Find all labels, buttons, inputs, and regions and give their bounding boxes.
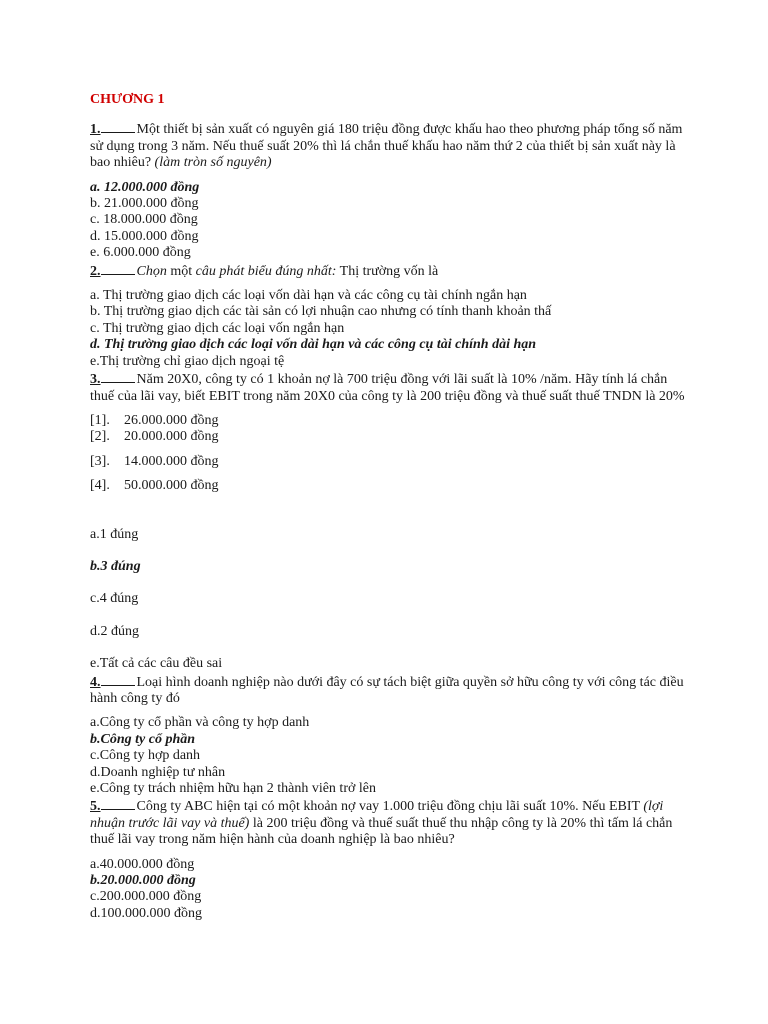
question-number: 5.: [90, 799, 101, 815]
chapter-title: CHƯƠNG 1: [90, 92, 165, 107]
option-c: c.Công ty hợp danh: [90, 748, 201, 764]
option-c: c. 18.000.000 đồng: [90, 212, 198, 228]
enum-number: [3].: [90, 453, 110, 469]
question-text: Thị trường vốn là: [336, 263, 439, 279]
question-lead: Chọn: [136, 263, 167, 279]
option-a: a. Thị trường giao dịch các loại vốn dài hạn và các công cụ tài chính ngắn hạn: [90, 288, 527, 304]
option-a: a. 12.000.000 đồng: [90, 179, 200, 195]
question-5: [90, 797, 690, 848]
enum-number: [2].: [90, 429, 110, 445]
option-b: b.Công ty cổ phần: [90, 731, 196, 747]
enum-item-4: [90, 478, 690, 494]
question-text: Công ty ABC hiện tại có một khoản nợ vay 1.000 triệu đồng chịu lãi suất 10%. Nếu EBIT: [136, 799, 644, 815]
question-note: (làm tròn số nguyên): [154, 155, 272, 171]
question-number: 1.: [90, 122, 101, 138]
enum-item-3: [90, 454, 690, 470]
option-a: a.1 đúng: [90, 526, 139, 542]
document-page: [90, 92, 690, 922]
option-a: a.Công ty cổ phần và công ty hợp danh: [90, 715, 310, 731]
answer-blank: [101, 120, 135, 133]
question-number: 3.: [90, 372, 101, 388]
question-number: 2.: [90, 263, 101, 279]
question-text: một: [166, 263, 196, 279]
question-emphasis: (lợi nhuận trước lãi vay và thuế): [90, 799, 664, 831]
option-c: c. Thị trường giao dịch các loại vốn ngắn hạn: [90, 320, 345, 336]
option-c: c.4 đúng: [90, 591, 139, 607]
enum-number: [4].: [90, 478, 110, 494]
enum-number: [1].: [90, 412, 110, 428]
question-1: [90, 120, 690, 171]
question-text: Năm 20X0, công ty có 1 khoản nợ là 700 triệu đồng với lãi suất là 10% /năm. Hãy tính lá chắn thuế của lãi vay, biết EBIT trong năm 20X0 của công ty là 200 triệu đồng và thuế suất thuế TNDN là 20%: [90, 372, 685, 404]
option-b: b.20.000.000 đồng: [90, 873, 196, 889]
option-e: e.Thị trường chỉ giao dịch ngoại tệ: [90, 353, 285, 369]
answer-blank: [101, 797, 135, 810]
question-text: Một thiết bị sản xuất có nguyên giá 180 triệu đồng được khấu hao theo phương pháp tổng số năm sử dụng trong 3 năm. Nếu thuế suất 20% thì lá chắn thuế khấu hao năm thứ 2 của thiết bị sản xuất này là bao nhiêu?: [90, 122, 683, 171]
question-text: là 200 triệu đồng và thuế suất thuế thu nhập công ty là 20% thì tấm lá chắn thuế lãi vay trong năm hiện hành của doanh nghiệp là bao nhiêu?: [90, 815, 673, 848]
enum-value: 26.000.000 đồng: [124, 412, 219, 428]
question-emphasis: câu phát biểu đúng nhất:: [195, 263, 337, 279]
option-b: b.3 đúng: [90, 558, 141, 574]
option-e: e.Công ty trách nhiệm hữu hạn 2 thành viên trở lên: [90, 781, 376, 796]
enum-value: 20.000.000 đồng: [124, 429, 219, 445]
option-d: d. Thị trường giao dịch các loại vốn dài hạn và các công cụ tài chính dài hạn: [90, 337, 537, 353]
option-d: d.2 đúng: [90, 623, 139, 639]
enum-value: 50.000.000 đồng: [124, 478, 219, 494]
option-d: d. 15.000.000 đồng: [90, 228, 199, 244]
enum-value: 14.000.000 đồng: [124, 453, 219, 469]
option-e: e.Tất cả các câu đều sai: [90, 656, 223, 672]
option-c: c.200.000.000 đồng: [90, 889, 202, 905]
option-e: e. 6.000.000 đồng: [90, 245, 191, 261]
enum-item-1: [90, 413, 690, 429]
question-text: Loại hình doanh nghiệp nào dưới đây có sự tách biệt giữa quyền sở hữu công ty với công tác điều hành công ty đó: [90, 674, 684, 706]
question-4: [90, 673, 690, 708]
answer-blank: [101, 262, 135, 275]
option-d: d.Doanh nghiệp tư nhân: [90, 764, 226, 780]
option-b: b. 21.000.000 đồng: [90, 196, 199, 212]
answer-blank: [101, 673, 135, 686]
option-b: b. Thị trường giao dịch các tài sản có lợi nhuận cao nhưng có tính thanh khoản thấ: [90, 304, 552, 320]
question-2: [90, 262, 690, 280]
option-a: a.40.000.000 đồng: [90, 856, 195, 872]
enum-item-2: [90, 429, 690, 445]
question-3: [90, 370, 690, 405]
question-number: 4.: [90, 674, 101, 690]
option-d: d.100.000.000 đồng: [90, 905, 202, 921]
answer-blank: [101, 370, 135, 383]
